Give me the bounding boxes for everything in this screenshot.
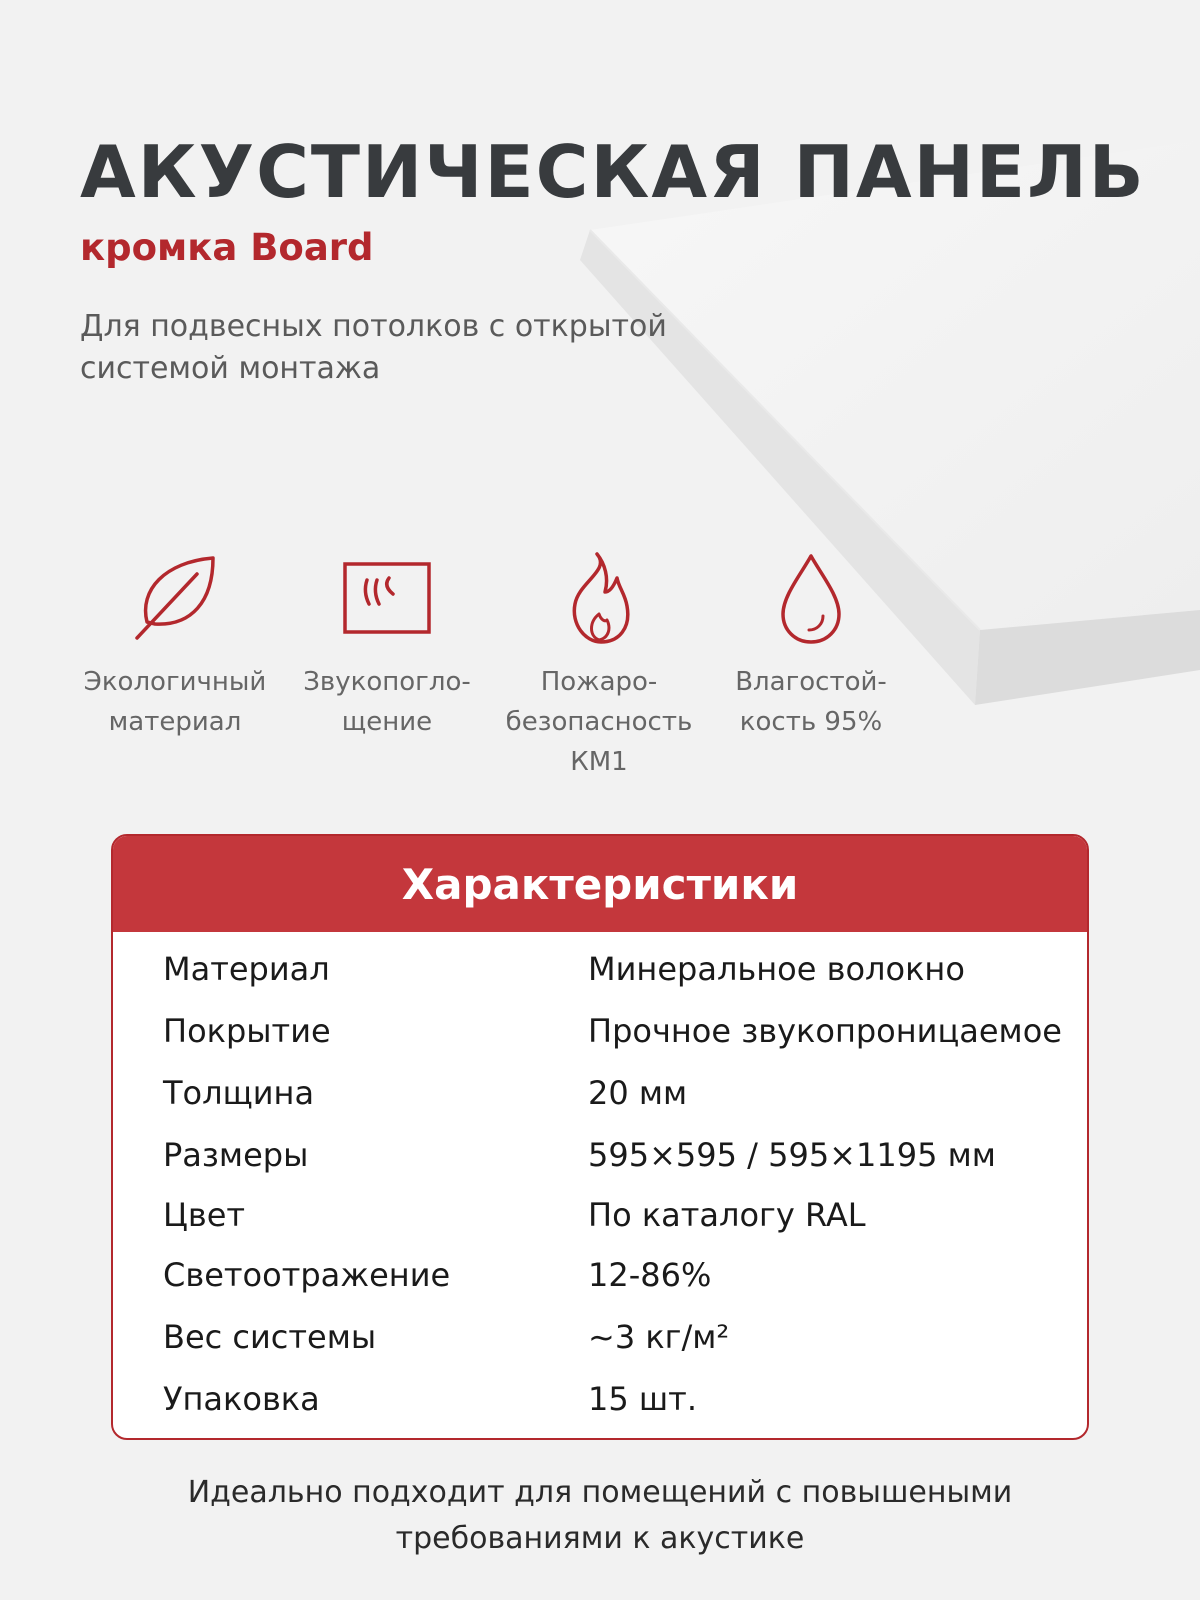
spec-row bbox=[113, 1074, 1087, 1134]
spec-value: 20 мм bbox=[588, 1074, 688, 1112]
feature-label bbox=[272, 662, 502, 742]
feature-label-line: кость 95% bbox=[739, 707, 883, 737]
spec-value: 12-86% bbox=[588, 1256, 712, 1294]
flame-icon bbox=[549, 548, 649, 648]
spec-value: ~3 кг/м² bbox=[588, 1318, 730, 1356]
page-title: АКУСТИЧЕСКАЯ ПАНЕЛЬ bbox=[80, 130, 1146, 214]
feature-label bbox=[60, 662, 290, 742]
water-drop-icon bbox=[761, 548, 861, 648]
spec-row bbox=[113, 1380, 1087, 1440]
feature-label-line: Пожаро- bbox=[540, 667, 658, 697]
spec-key: Упаковка bbox=[163, 1380, 320, 1418]
feature-label-line: щение bbox=[341, 707, 433, 737]
specs-heading: Характеристики bbox=[113, 836, 1087, 932]
feature-eco bbox=[60, 548, 290, 742]
spec-row bbox=[113, 1256, 1087, 1316]
feature-label bbox=[696, 662, 926, 742]
feature-sound bbox=[272, 548, 502, 742]
spec-value: 595×595 / 595×1195 мм bbox=[588, 1136, 996, 1174]
spec-key: Размеры bbox=[163, 1136, 309, 1174]
footer-line: требованиями к акустике bbox=[395, 1521, 805, 1556]
feature-label-line: материал bbox=[108, 707, 242, 737]
footer-line: Идеально подходит для помещений с повышеными bbox=[187, 1475, 1013, 1510]
spec-key: Вес системы bbox=[163, 1318, 377, 1356]
description-line: Для подвесных потолков с открытой bbox=[80, 309, 667, 344]
spec-row bbox=[113, 1318, 1087, 1378]
specs-table bbox=[111, 834, 1089, 1440]
page-subtitle: кромка Board bbox=[80, 226, 374, 269]
sound-absorption-icon bbox=[337, 548, 437, 648]
feature-fire bbox=[484, 548, 714, 782]
spec-value: Прочное звукопроницаемое bbox=[588, 1012, 1062, 1050]
spec-row bbox=[113, 1136, 1087, 1196]
spec-key: Покрытие bbox=[163, 1012, 331, 1050]
spec-row bbox=[113, 1012, 1087, 1072]
feature-label-line: Влагостой- bbox=[735, 667, 887, 697]
feature-label bbox=[484, 662, 714, 782]
description-line: системой монтажа bbox=[80, 351, 381, 386]
spec-key: Материал bbox=[163, 950, 330, 988]
leaf-icon bbox=[125, 548, 225, 648]
feature-label-line: безопасность bbox=[505, 707, 693, 737]
spec-value: По каталогу RAL bbox=[588, 1196, 866, 1234]
feature-label-line: КМ1 bbox=[570, 747, 628, 777]
feature-moisture bbox=[696, 548, 926, 742]
feature-label-line: Звукопогло- bbox=[303, 667, 471, 697]
spec-row bbox=[113, 1196, 1087, 1256]
spec-row bbox=[113, 950, 1087, 1010]
spec-value: Минеральное волокно bbox=[588, 950, 965, 988]
spec-key: Цвет bbox=[163, 1196, 246, 1234]
product-description bbox=[80, 306, 720, 390]
footer-note bbox=[0, 1470, 1200, 1562]
spec-value: 15 шт. bbox=[588, 1380, 697, 1418]
feature-label-line: Экологичный bbox=[83, 667, 267, 697]
spec-key: Толщина bbox=[163, 1074, 315, 1112]
spec-key: Светоотражение bbox=[163, 1256, 451, 1294]
